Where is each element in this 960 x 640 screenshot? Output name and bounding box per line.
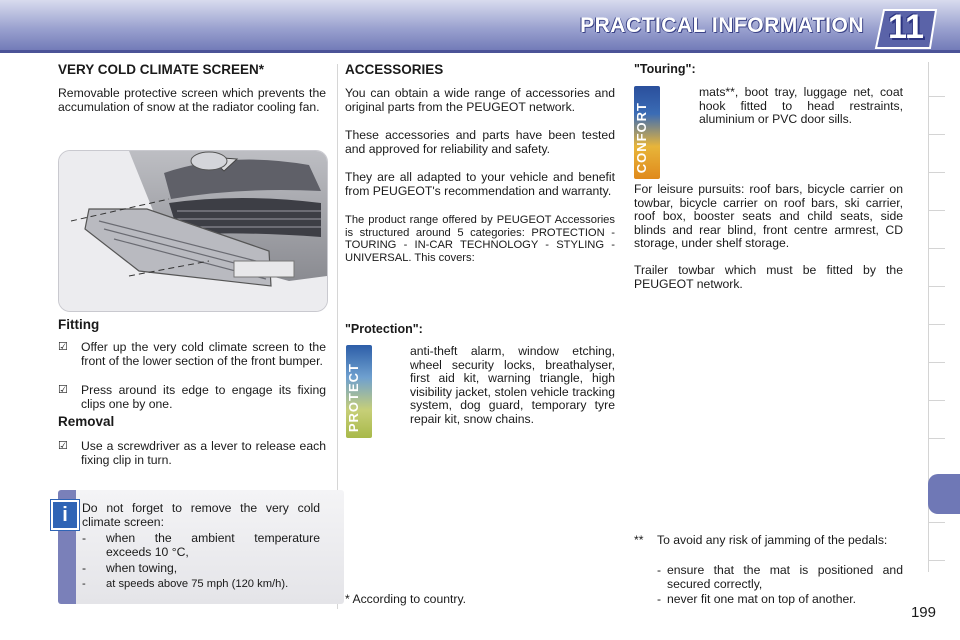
note-marker: ** [634, 533, 644, 547]
accessories-p3: They are all adapted to your vehicle and benefit from PEUGEOT's recommendation and warranty. [345, 170, 615, 198]
tab-divider [929, 96, 945, 97]
removal-heading: Removal [58, 414, 115, 429]
pedal-note: To avoid any risk of jamming of the pedals: [657, 533, 888, 547]
tab-divider [929, 522, 945, 523]
section-title-cold-screen: VERY COLD CLIMATE SCREEN* [58, 62, 265, 77]
touring-list: mats**, boot tray, luggage net, coat hook fitted to head restraints, aluminium or PVC door sills. [699, 85, 903, 126]
fitting-heading: Fitting [58, 317, 100, 332]
tab-divider [929, 172, 945, 173]
removal-step-1-text: Use a screwdriver as a lever to release each fixing clip in turn. [81, 439, 326, 467]
protection-heading: "Protection": [345, 322, 423, 336]
towbar-paragraph: Trailer towbar which must be fitted by the PEUGEOT network. [634, 263, 903, 291]
tab-divider [929, 560, 945, 561]
info-item-1-text: when the ambient temperature exceeds 10 °C, [106, 531, 320, 559]
tab-divider [929, 286, 945, 287]
tab-divider [929, 362, 945, 363]
info-item-2-text: when towing, [106, 561, 178, 575]
fitting-step-1-text: Offer up the very cold climate screen to the front of the lower section of the front bumper. [81, 340, 326, 368]
info-icon: i [51, 500, 79, 530]
touring-heading: "Touring": [634, 62, 696, 76]
fitting-step-1 [58, 341, 326, 381]
accessories-p2: These accessories and parts have been tested and approved for reliability and safety. [345, 128, 615, 156]
page-number: 199 [910, 604, 936, 621]
header-rule [0, 50, 960, 53]
footnote-country: * According to country. [345, 592, 467, 606]
info-intro: Do not forget to remove the very cold climate screen: [82, 501, 320, 529]
tab-divider [929, 248, 945, 249]
protect-badge-label: PROTECT [346, 362, 361, 432]
tab-divider [929, 134, 945, 135]
protection-list: anti-theft alarm, window etching, wheel security locks, breathalyser, first aid kit, warning triangle, high visibility jacket, stolen vehicle tracking system, dog guard, temporary tyre repair kit, snow chains. [410, 344, 615, 426]
section-title-accessories: ACCESSORIES [345, 62, 444, 77]
bumper-screen-illustration [58, 150, 328, 312]
fitting-step-2-text: Press around its edge to engage its fixing clips one by one. [81, 383, 326, 411]
tab-divider [929, 210, 945, 211]
removal-step-1 [58, 440, 326, 468]
active-chapter-tab[interactable] [928, 474, 960, 514]
fitting-step-2 [58, 384, 326, 412]
tab-divider [929, 324, 945, 325]
confort-badge-label: CONFORT [634, 101, 649, 173]
chapter-number: 11 [888, 8, 924, 46]
accessories-p1: You can obtain a wide range of accessories and original parts from the PEUGEOT network. [345, 86, 615, 114]
accessories-p4: The product range offered by PEUGEOT Accessories is structured around 5 categories: PROTECTION - TOURING - IN-CAR TECHNOLOGY - STYLING - UNIVERSAL. This covers: [345, 214, 615, 264]
bullet-icon: ☑ [58, 384, 68, 396]
cold-screen-intro: Removable protective screen which prevents the accumulation of snow at the radiator cooling fan. [58, 86, 326, 114]
tab-divider [929, 438, 945, 439]
pedal-note-item-1-text: ensure that the mat is positioned and secured correctly, [667, 563, 903, 591]
protect-badge [346, 345, 372, 438]
tab-divider [929, 400, 945, 401]
bullet-icon: ☑ [58, 341, 68, 353]
pedal-note-item-2-text: never fit one mat on top of another. [667, 592, 857, 606]
bullet-icon: ☑ [58, 440, 68, 452]
page-title: PRACTICAL INFORMATION [580, 14, 864, 37]
confort-badge [634, 86, 660, 179]
car-front-drawing [59, 151, 327, 311]
leisure-paragraph: For leisure pursuits: roof bars, bicycle carrier on towbar, bicycle carrier on roof bars, ski carrier, roof box, booster seats and child seats, side blinds and rear blind, front centre armrest, CD storage, under shelf storage. [634, 182, 903, 250]
info-item-3-text: at speeds above 75 mph (120 km/h). [106, 578, 289, 590]
